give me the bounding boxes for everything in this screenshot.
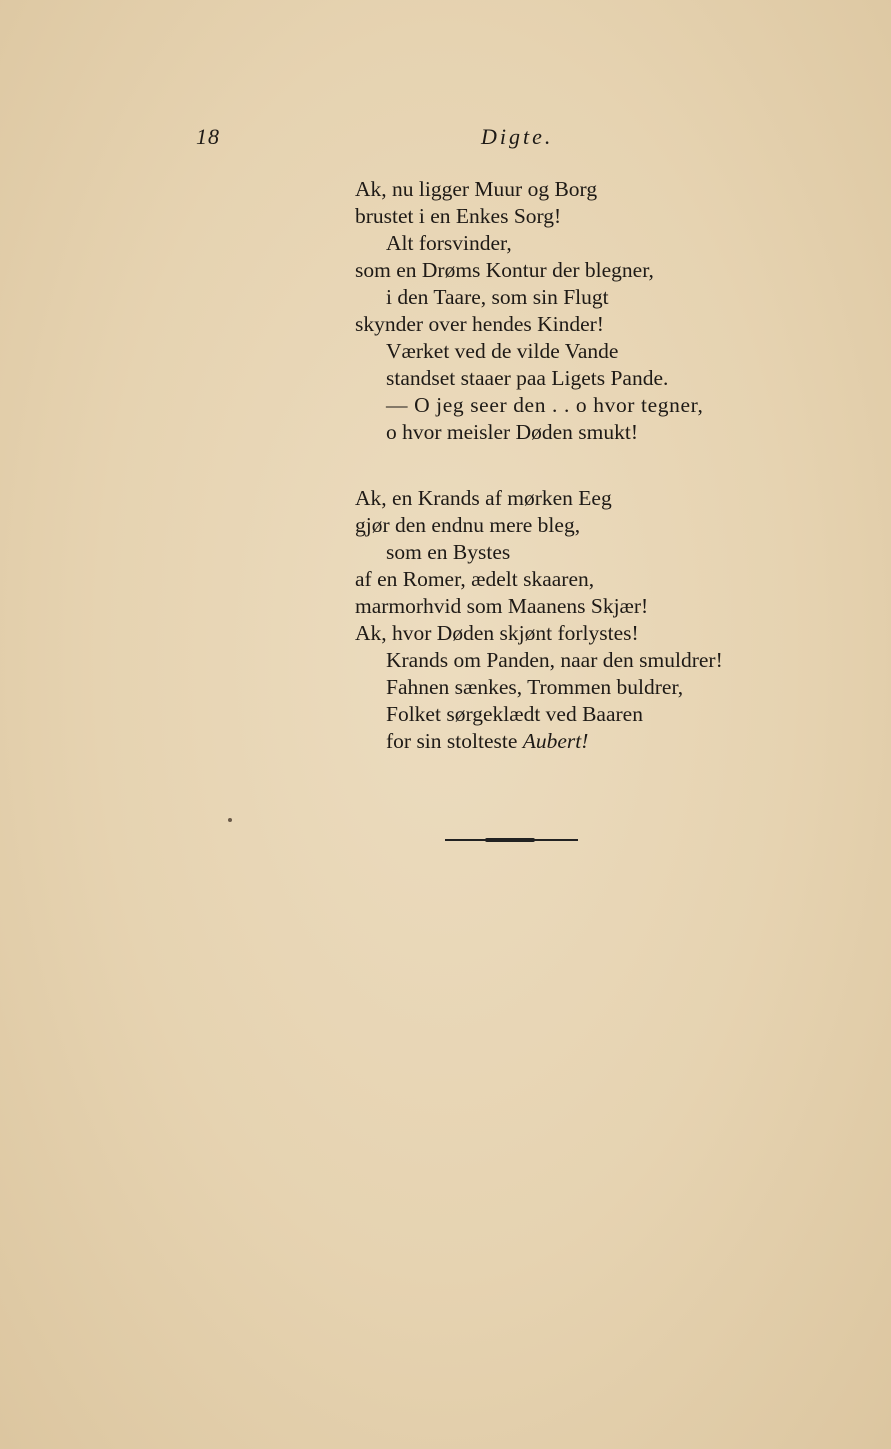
- poem-line: skynder over hendes Kinder!: [355, 312, 604, 336]
- poem-stanza-2: [355, 485, 815, 755]
- poem-line: brustet i en Enkes Sorg!: [355, 204, 562, 228]
- poem-line: af en Romer, ædelt skaaren,: [355, 567, 595, 591]
- poem-line: Fahnen sænkes, Trommen buldrer,: [386, 675, 684, 699]
- poem-line-italic-name: Aubert!: [522, 729, 589, 753]
- running-title: Digte.: [481, 124, 554, 149]
- poem-line: gjør den endnu mere bleg,: [355, 513, 581, 537]
- poem-line-text: for sin stolteste: [386, 729, 518, 753]
- poem-line: Værket ved de vilde Vande: [386, 339, 619, 363]
- poem-line: standset staaer paa Ligets Pande.: [386, 366, 669, 390]
- poem-line: — O jeg seer den . . o hvor tegner,: [386, 393, 704, 417]
- poem-line: som en Bystes: [386, 540, 511, 564]
- poem-line-final: [355, 728, 815, 755]
- poem-line: i den Taare, som sin Flugt: [386, 285, 609, 309]
- poem-line: Ak, hvor Døden skjønt forlystes!: [355, 621, 639, 645]
- poem-line: som en Drøms Kontur der blegner,: [355, 258, 654, 282]
- poem-line: marmorhvid som Maanens Skjær!: [355, 594, 649, 618]
- poem-line: Krands om Panden, naar den smuldrer!: [386, 648, 723, 672]
- ornamental-rule: [445, 839, 578, 841]
- poem-line: Alt forsvinder,: [386, 231, 512, 255]
- poem-line: Ak, nu ligger Muur og Borg: [355, 177, 598, 201]
- poem-line: Ak, en Krands af mørken Eeg: [355, 486, 612, 510]
- page-number: 18: [196, 124, 220, 149]
- paper-speck: [228, 818, 232, 822]
- poem-line: Folket sørgeklædt ved Baaren: [386, 702, 643, 726]
- poem-stanza-1: [355, 176, 815, 446]
- poem-line: o hvor meisler Døden smukt!: [386, 420, 638, 444]
